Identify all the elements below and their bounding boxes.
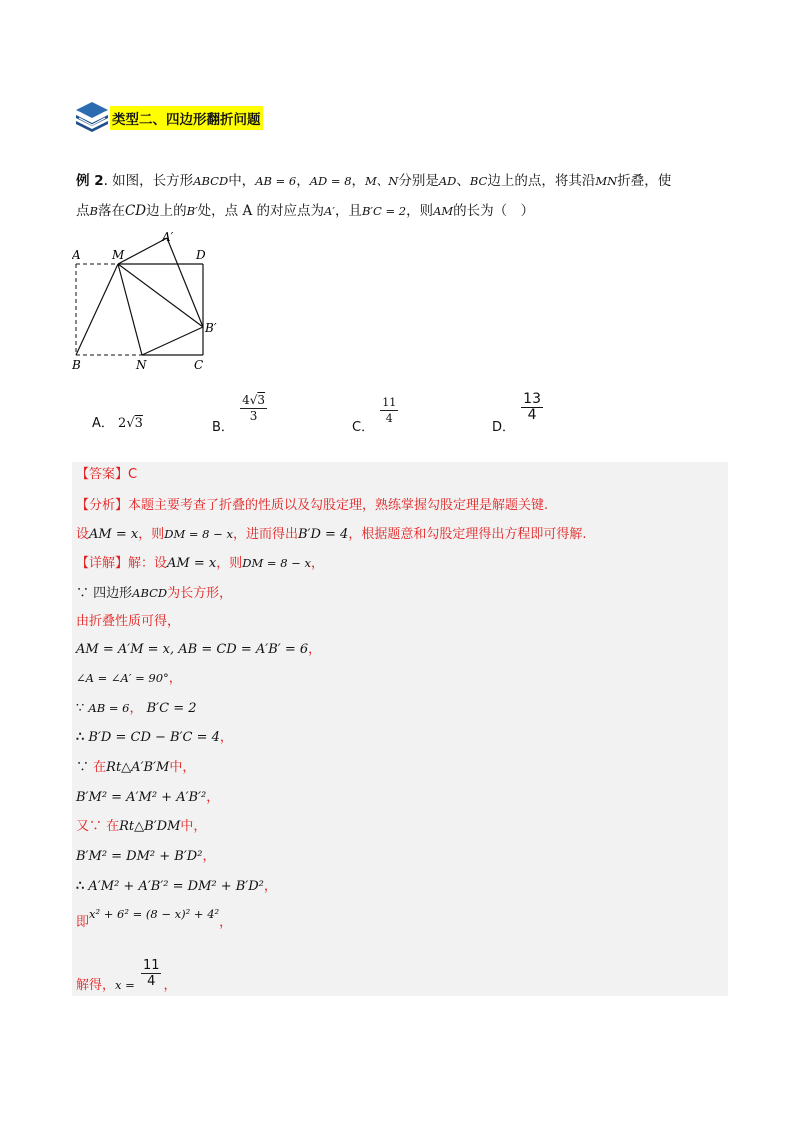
sol-line-6: ∴ B′D = CD − B′C = 4， [76, 730, 233, 745]
detail-line: 【详解】解：设AM = x，则DM = 8 − x， [76, 556, 324, 571]
section-title: 类型二、四边形翻折问题 [110, 106, 263, 130]
label-m: M [112, 248, 125, 262]
sol-line-13: 解得，x = $\frac{11}{4}$ ， [76, 958, 177, 993]
sol-line-11: ∴ A′M² + A′B′² = DM² + B′D²， [76, 879, 277, 894]
analysis-line-2: 设AM = x，则DM = 8 − x，进而得出B′D = 4，根据题意和勾股定理得出方程即可得解. [76, 527, 587, 542]
choice-b-value: $\frac{4√3}{3}$ [242, 393, 265, 423]
label-n: N [136, 358, 147, 372]
choice-b[interactable]: B． $\frac{4√3}{3}$ [212, 393, 265, 435]
sol-line-1: ∵ 四边形ABCD为长方形， [76, 586, 233, 601]
sol-line-8: B′M² = A′M² + A′B′²， [76, 790, 220, 805]
label-b-prime: B′ [205, 321, 217, 335]
choice-d[interactable]: D． $\frac{13}{4}$ [492, 391, 541, 435]
geometry-figure [72, 228, 222, 382]
label-a-prime: A′ [162, 230, 174, 244]
sol-line-12: 即x² + 6² = (8 − x)² + 4²， [76, 907, 233, 930]
sol-line-10: B′M² = DM² + B′D²， [76, 849, 216, 864]
example-label: 例 2 [76, 173, 104, 189]
sol-line-3: AM = A′M = x, AB = CD = A′B′ = 6， [76, 642, 322, 657]
label-a: A [72, 248, 81, 262]
problem-line-2: 点B落在CD边上的B′处，点 A 的对应点为A′，且B′C = 2，则AM的长为（ ） [76, 203, 535, 219]
sol-line-7: ∵ 在Rt△A′B′M中， [76, 760, 196, 775]
solution-fraction: $\frac{11}{4}$ [142, 958, 160, 989]
sol-line-5: ∵ AB = 6， B′C = 2 [76, 701, 197, 716]
segment-mb [76, 264, 118, 355]
segment-ma1 [118, 238, 167, 264]
choice-a-value: 2√3 [118, 416, 143, 431]
books-icon [74, 98, 110, 134]
problem-line-1: 例 2. 如图，长方形ABCD中，AB = 6，AD = 8，M、N分别是AD、BC边上的点，将其沿MN折叠，使 [76, 173, 672, 189]
sol-line-4: ∠A = ∠A′ = 90°， [76, 671, 182, 686]
label-c: C [194, 358, 204, 372]
sol-line-2: 由折叠性质可得， [76, 614, 181, 629]
sol-line-9: 又∵ 在Rt△B′DM中， [76, 819, 207, 834]
label-b: B [72, 358, 81, 372]
choice-a[interactable]: A． 2√3 [92, 416, 143, 431]
choice-c[interactable]: C． $\frac{11}{4}$ [352, 396, 397, 435]
label-d: D [196, 248, 206, 262]
analysis-line: 【分析】本题主要考查了折叠的性质以及勾股定理，熟练掌握勾股定理是解题关键. [76, 498, 549, 513]
choice-c-value: $\frac{11}{4}$ [382, 396, 397, 425]
answer-line: 【答案】C [76, 467, 138, 482]
segment-mn [118, 264, 142, 355]
choice-d-value: $\frac{13}{4}$ [523, 391, 541, 423]
segment-b1n [142, 327, 203, 355]
